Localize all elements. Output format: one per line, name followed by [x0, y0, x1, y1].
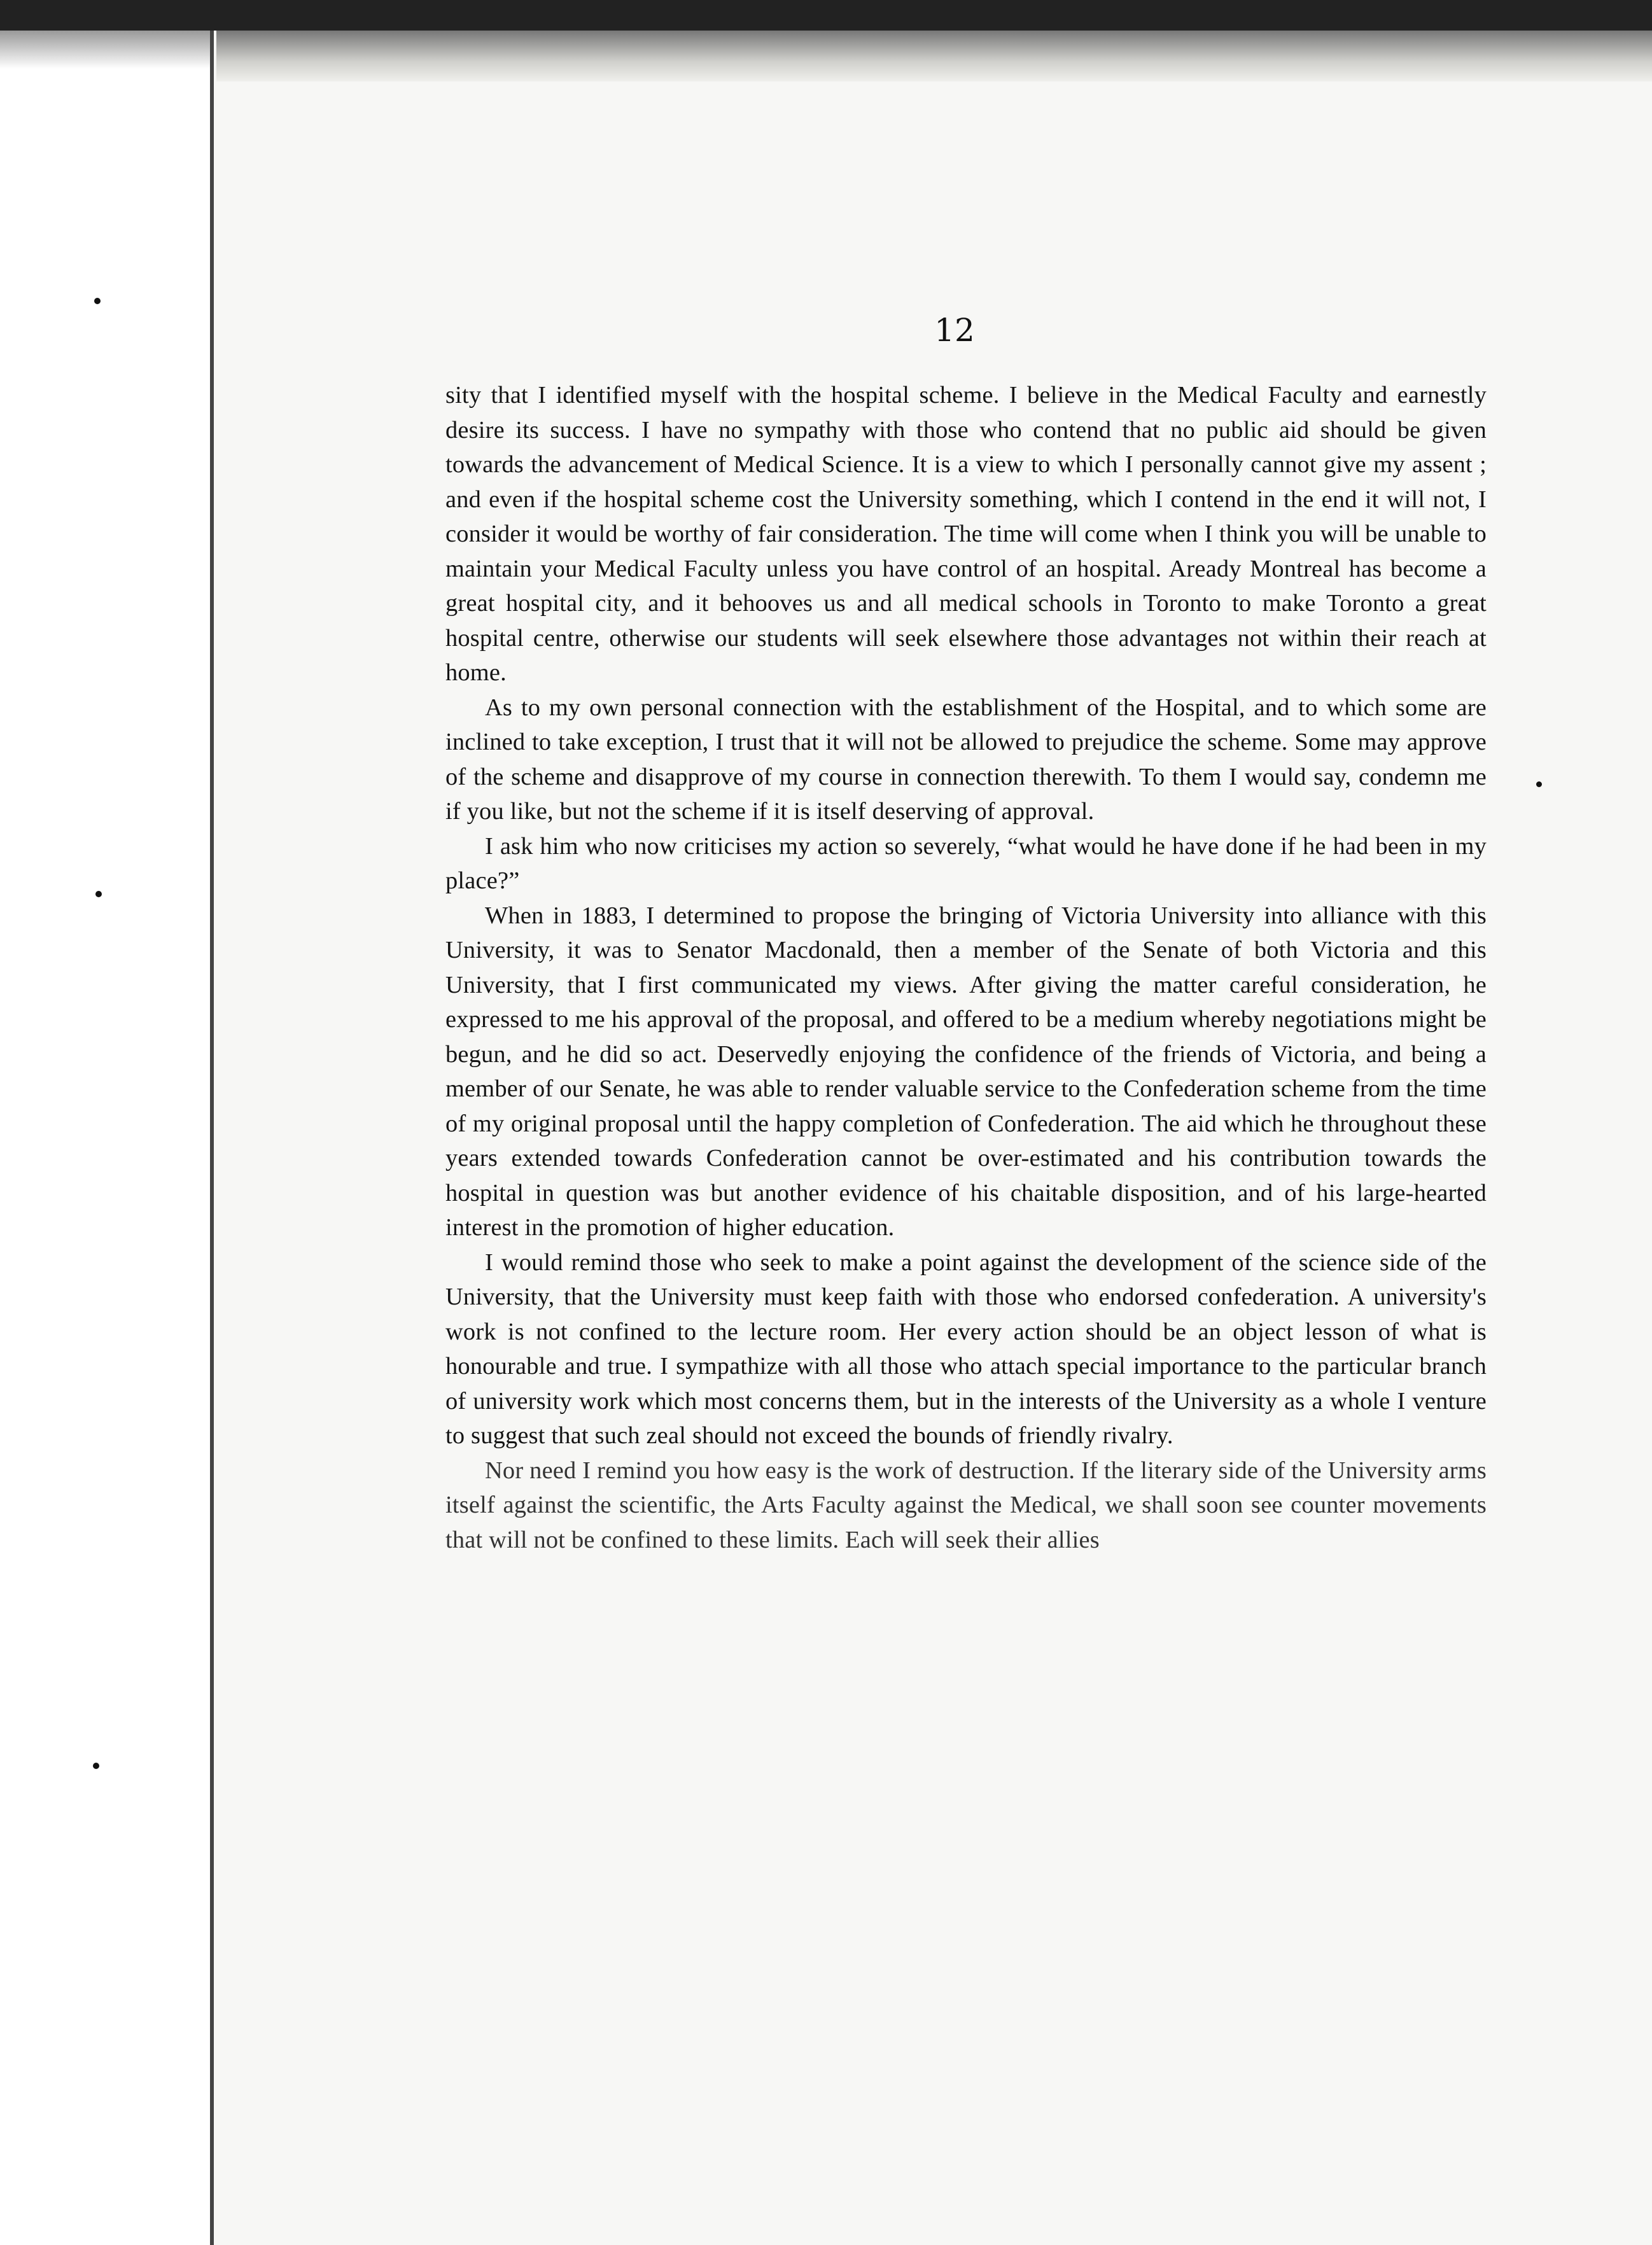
- page-top-edge-shadow: [216, 31, 1652, 81]
- margin-speck: [1536, 781, 1542, 787]
- paragraph: When in 1883, I determined to propose the bringing of Victoria University into alliance with this University, it was to Senator Macdonald, then a member of the Senate of both Victoria and this University, that I first communicated my views. After giving the matter careful consideration, he expressed to me his approval of the proposal, and offered to be a medium whereby negotiations might be begun, and he did so act. Deservedly enjoying the confidence of the friends of Victoria, and being a member of our Senate, he was able to render valuable service to the Confederation scheme from the time of my original proposal until the happy completion of Confederation. The aid which he throughout these years extended towards Confederation cannot be over-estimated and his contribution towards the hospital in question was but another evidence of his chaitable disposition, and of his large-hearted interest in the promotion of higher education.: [445, 902, 1487, 1241]
- margin-speck: [94, 298, 101, 304]
- paragraph: As to my own personal connection with the establishment of the Hospital, and to which some are inclined to take exception, I trust that it will not be allowed to prejudice the scheme. Some may approve of the scheme and disapprove of my course in connection therewith. To them I would say, condemn me if you like, but not the scheme if it is itself deserving of approval.: [445, 694, 1487, 825]
- scan-top-border: [0, 0, 1652, 31]
- facing-page-shadow: [0, 31, 210, 69]
- facing-page-margin: [0, 31, 214, 2245]
- page-number: 12: [934, 312, 975, 349]
- margin-speck: [95, 891, 102, 897]
- body-text: [445, 378, 1487, 1557]
- paragraph: I would remind those who seek to make a point against the development of the science side of the University, that the University must keep faith with those who endorsed confederation. A university's work is not confined to the lecture room. Her every action should be an object lesson of what is honourable and true. I sympathize with all those who attach special importance to the particular branch of university work which most concerns them, but in the interests of the University as a whole I venture to suggest that such zeal should not exceed the bounds of friendly rivalry.: [445, 1248, 1487, 1449]
- paragraph: Nor need I remind you how easy is the work of destruction. If the literary side of the University arms itself against the scientific, the Arts Faculty against the Medical, we shall soon see counter movements that will not be confined to these limits. Each will seek their allies: [445, 1457, 1487, 1553]
- margin-speck: [93, 1763, 99, 1769]
- paragraph: sity that I identified myself with the hospital scheme. I believe in the Medical Faculty and earnestly desire its success. I have no sympathy with those who contend that no public aid should be given towards the advancement of Medical Science. It is a view to which I personally cannot give my assent ; and even if the hospital scheme cost the University something, which I contend in the end it will not, I consider it would be worthy of fair consideration. The time will come when I think you will be unable to maintain your Medical Faculty unless you have control of an hospital. Aready Montreal has become a great hospital city, and it behooves us and all medical schools in Toronto to make Toronto a great hospital centre, otherwise our students will seek elsewhere those advantages not within their reach at home.: [445, 382, 1487, 686]
- paragraph: I ask him who now criticises my action so severely, “what would he have done if he had been in my place?”: [445, 832, 1487, 894]
